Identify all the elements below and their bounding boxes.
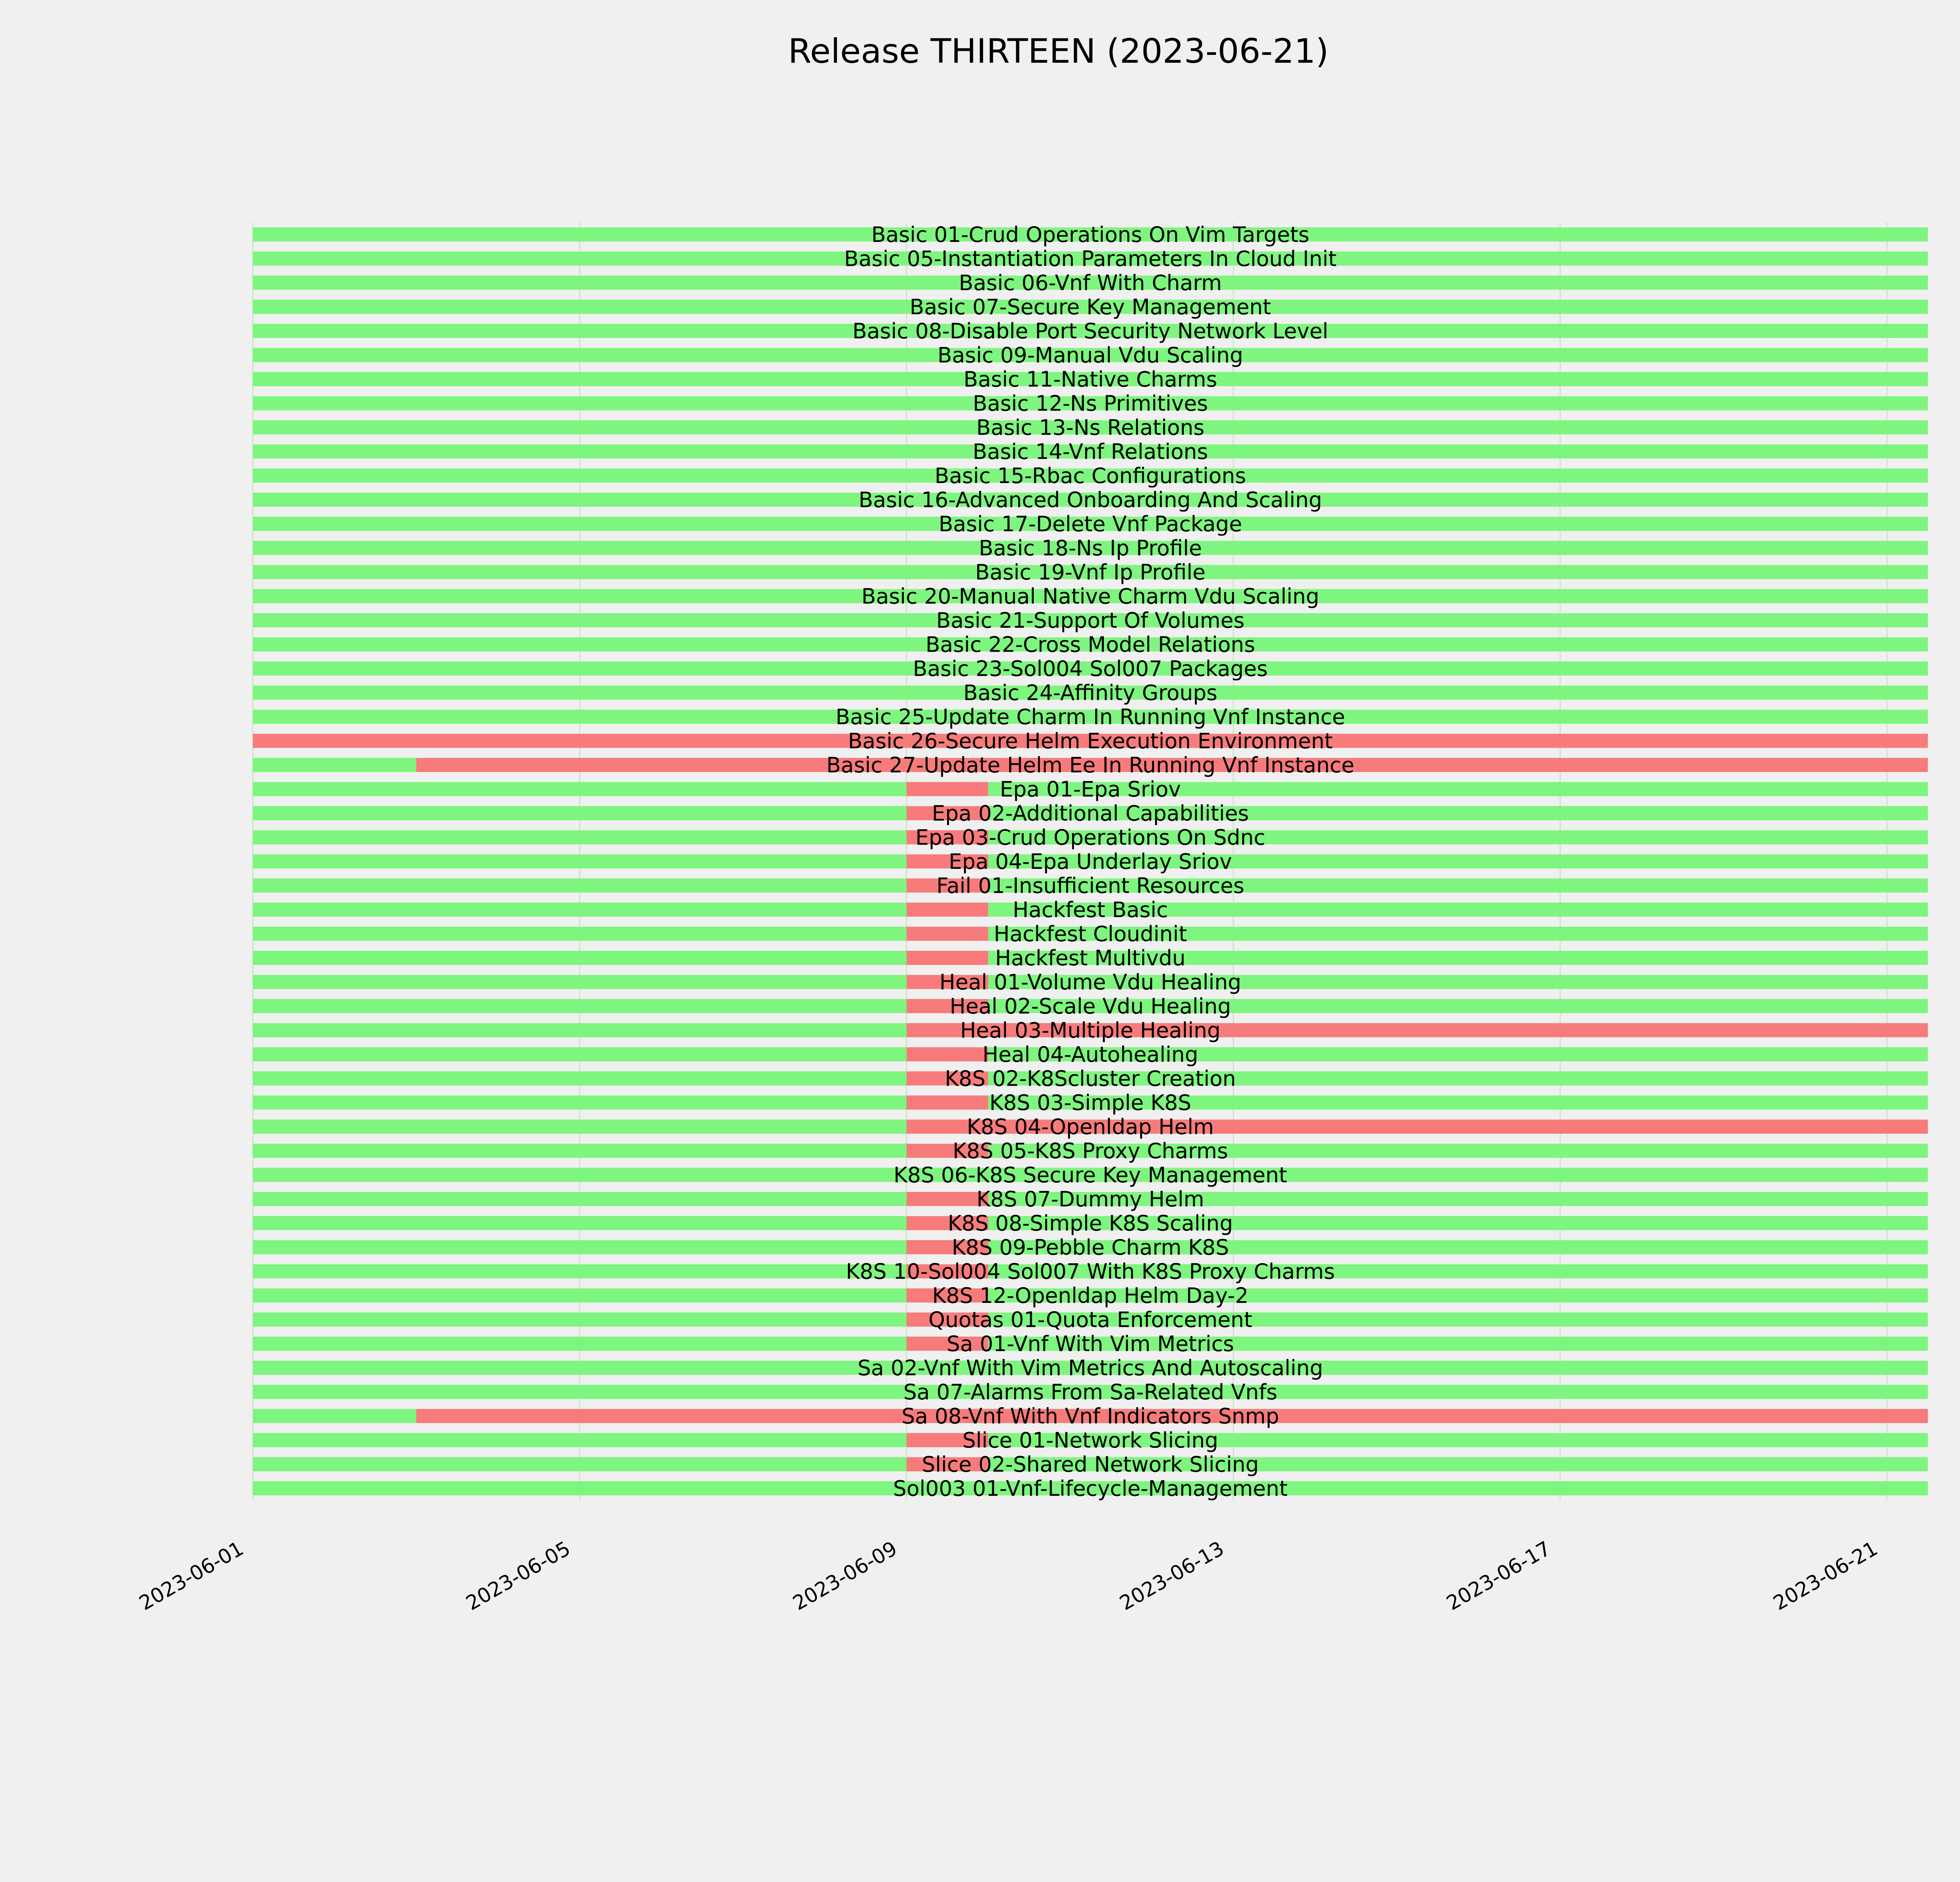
bar-segment-pass	[253, 1409, 416, 1423]
bar-label: Sa 07-Alarms From Sa-Related Vnfs	[903, 1380, 1278, 1404]
bar-segment-pass	[253, 1120, 907, 1134]
bar-segment-pass	[253, 951, 907, 965]
bar-label: Hackfest Basic	[1013, 897, 1168, 922]
x-tick-label: 2023-06-21	[1769, 1537, 1882, 1615]
bar-label: Sa 08-Vnf With Vnf Indicators Snmp	[901, 1404, 1279, 1429]
bar-label: Basic 18-Ns Ip Profile	[978, 536, 1202, 561]
bar-segment-fail	[907, 1095, 988, 1110]
bar-label: Basic 11-Native Charms	[963, 367, 1218, 392]
bar-segment-fail	[907, 1047, 988, 1061]
bar-label: K8S 10-Sol004 Sol007 With K8S Proxy Charms	[846, 1259, 1335, 1284]
bar-segment-pass	[253, 1216, 907, 1230]
bar-label: Epa 01-Epa Sriov	[1000, 777, 1181, 802]
bar-label: Epa 04-Epa Underlay Sriov	[949, 849, 1232, 874]
bar-label: Hackfest Cloudinit	[993, 921, 1187, 946]
bar-label: Basic 09-Manual Vdu Scaling	[937, 343, 1243, 368]
bar-label: K8S 12-Openldap Helm Day-2	[932, 1283, 1249, 1308]
bar-label: Basic 21-Support Of Volumes	[936, 608, 1245, 633]
bar-label: K8S 05-K8S Proxy Charms	[953, 1139, 1228, 1163]
bar-segment-fail	[907, 782, 988, 796]
bar-segment-pass	[253, 1433, 907, 1447]
bar-segment-pass	[253, 830, 907, 845]
bar-label: Heal 01-Volume Vdu Healing	[939, 970, 1241, 995]
bar-label: Basic 13-Ns Relations	[976, 415, 1205, 440]
bar-label: K8S 02-K8Scluster Creation	[945, 1066, 1236, 1091]
bar-segment-pass	[253, 879, 907, 893]
x-tick-label: 2023-06-13	[1116, 1537, 1228, 1615]
bar-segment-pass	[253, 854, 907, 868]
bar-segment-pass	[253, 903, 907, 917]
bar-segment-pass	[253, 758, 416, 772]
bar-label: Basic 23-Sol004 Sol007 Packages	[913, 656, 1268, 681]
bar-segment-pass	[253, 1288, 907, 1303]
bar-segment-pass	[253, 927, 907, 941]
bar-segment-pass	[253, 1192, 907, 1206]
bar-label: Sa 02-Vnf With Vim Metrics And Autoscaling	[857, 1355, 1323, 1381]
bar-label: Quotas 01-Quota Enforcement	[928, 1307, 1252, 1332]
bar-segment-pass	[253, 1264, 907, 1279]
bar-label: Basic 24-Affinity Groups	[963, 680, 1218, 705]
bar-label: Slice 01-Network Slicing	[962, 1428, 1218, 1453]
bar-label: Slice 02-Shared Network Slicing	[922, 1452, 1259, 1477]
x-tick-label: 2023-06-01	[135, 1537, 248, 1615]
bar-label: Basic 26-Secure Helm Execution Environment	[848, 728, 1333, 754]
bar-segment-pass	[253, 1023, 907, 1037]
bar-label: Sa 01-Vnf With Vim Metrics	[946, 1332, 1234, 1356]
bar-label: Fail 01-Insufficient Resources	[936, 873, 1245, 898]
bar-segment-fail	[907, 903, 988, 917]
x-tick-label: 2023-06-09	[789, 1537, 901, 1615]
chart-title: Release THIRTEEN (2023-06-21)	[788, 32, 1329, 71]
bar-segment-pass	[253, 1072, 907, 1086]
bar-segment-pass	[253, 975, 907, 989]
bar-label: Basic 05-Instantiation Parameters In Cloud Init	[844, 246, 1337, 271]
x-tick-label: 2023-06-17	[1443, 1537, 1555, 1615]
bar-label: K8S 06-K8S Secure Key Management	[893, 1163, 1287, 1188]
bar-segment-pass	[253, 1240, 907, 1254]
bar-label: Basic 06-Vnf With Charm	[958, 271, 1222, 295]
bar-segment-pass	[253, 1337, 907, 1351]
bar-label: Basic 27-Update Helm Ee In Running Vnf Instance	[826, 753, 1354, 778]
bar-label: Heal 02-Scale Vdu Healing	[949, 994, 1231, 1019]
bar-label: Basic 17-Delete Vnf Package	[938, 512, 1242, 536]
bar-segment-pass	[253, 806, 907, 820]
bar-label: K8S 04-Openldap Helm	[967, 1114, 1214, 1139]
bar-label: Basic 19-Vnf Ip Profile	[975, 560, 1206, 585]
bar-label: K8S 03-Simple K8S	[989, 1090, 1192, 1115]
bar-segment-pass	[253, 999, 907, 1013]
bar-label: Hackfest Multivdu	[995, 946, 1186, 970]
bar-label: Basic 07-Secure Key Management	[909, 294, 1271, 320]
bar-label: Basic 15-Rbac Configurations	[935, 463, 1246, 488]
bar-segment-pass	[253, 1047, 907, 1061]
bar-label: K8S 07-Dummy Helm	[976, 1187, 1204, 1212]
bar-segment-pass	[253, 1457, 907, 1471]
bar-label: Epa 02-Additional Capabilities	[932, 801, 1249, 826]
bar-segment-pass	[253, 1095, 907, 1110]
bar-label: Sol003 01-Vnf-Lifecycle-Management	[893, 1476, 1288, 1501]
bar-label: K8S 09-Pebble Charm K8S	[951, 1235, 1229, 1260]
bar-label: Epa 03-Crud Operations On Sdnc	[915, 825, 1265, 850]
bar-segment-pass	[253, 782, 907, 796]
bar-segment-pass	[253, 1313, 907, 1327]
bar-label: Basic 12-Ns Primitives	[973, 391, 1208, 416]
bar-label: Basic 20-Manual Native Charm Vdu Scaling	[861, 584, 1319, 609]
bar-label: Heal 04-Autohealing	[982, 1042, 1198, 1067]
x-tick-label: 2023-06-05	[462, 1537, 575, 1615]
bar-label: Basic 25-Update Charm In Running Vnf Instance	[835, 705, 1345, 729]
bar-label: Basic 16-Advanced Onboarding And Scaling	[858, 487, 1322, 512]
bar-label: Basic 01-Crud Operations On Vim Targets	[871, 222, 1310, 247]
bar-label: Heal 03-Multiple Healing	[960, 1018, 1221, 1043]
bar-label: K8S 08-Simple K8S Scaling	[947, 1211, 1233, 1236]
bar-label: Basic 08-Disable Port Security Network Level	[852, 319, 1328, 343]
bar-segment-pass	[253, 1144, 907, 1158]
bar-label: Basic 14-Vnf Relations	[973, 439, 1208, 464]
bar-segment-fail	[907, 951, 988, 965]
bar-label: Basic 22-Cross Model Relations	[926, 632, 1255, 657]
bar-segment-fail	[907, 927, 988, 941]
bar-segment-fail	[907, 1192, 988, 1206]
